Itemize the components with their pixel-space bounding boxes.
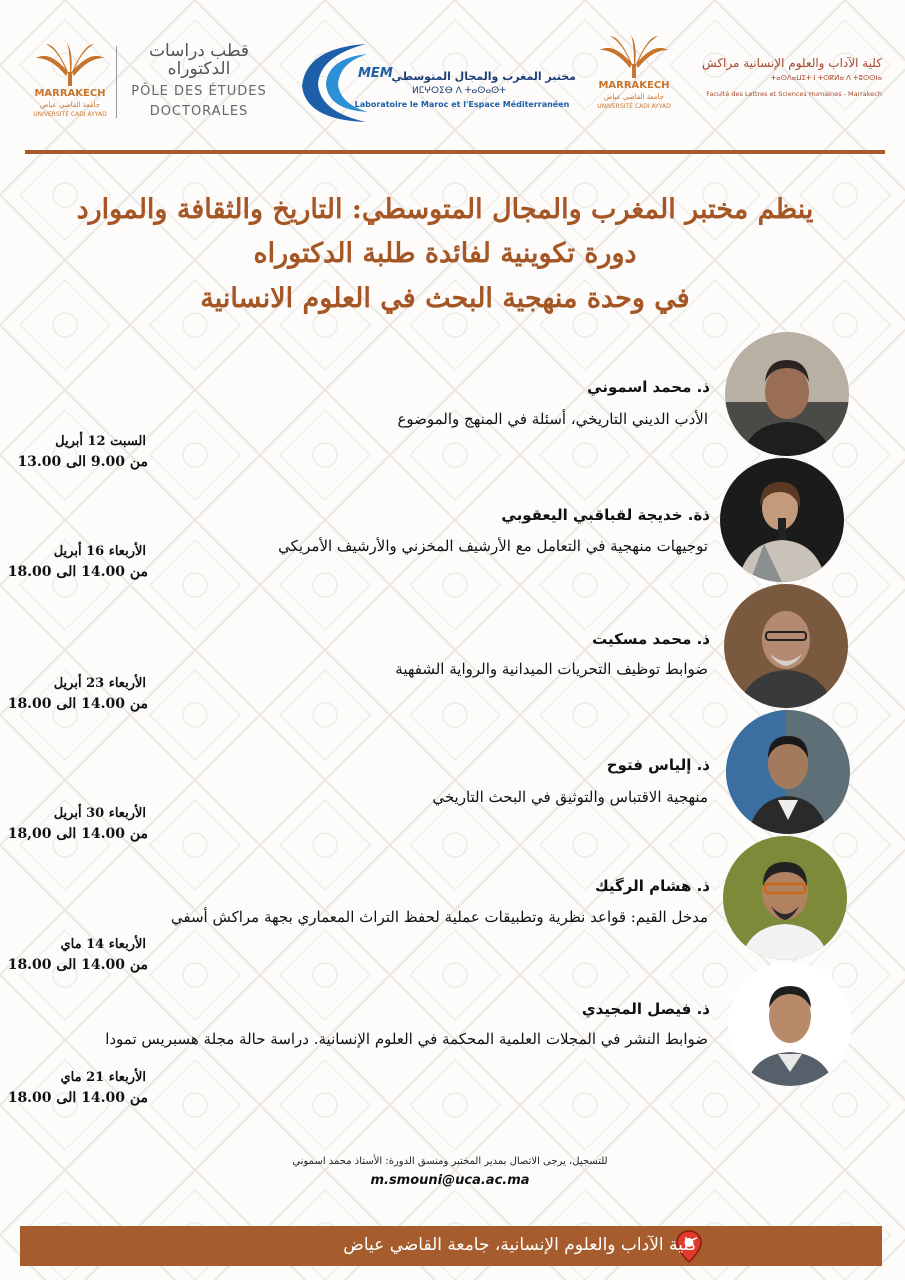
left-logo-univ-fr: UNIVERSITÉ CADI AYYAD — [33, 111, 107, 118]
page-title-line-3: في وحدة منهجية البحث في العلوم الانسانية — [200, 283, 690, 314]
registration-note: للتسجيل، يرجى الاتصال بمدير المختبر ومنسق الدورة: الأستاذ محمد اسموني — [292, 1156, 608, 1167]
session-day-6: الأربعاء 21 ماي — [60, 1070, 146, 1085]
speaker-photo-2 — [720, 458, 844, 582]
speaker-topic-3: ضوابط توظيف التحريات الميدانية والرواية الشفهية — [395, 660, 708, 678]
left-logo-univ-ar: جامعة القاضي عياض — [39, 101, 101, 109]
left-logo-city: MARRAKECH — [34, 88, 106, 99]
mem-swoosh-icon — [296, 40, 406, 126]
page-title-line-1: ينظم مختبر المغرب والمجال المتوسطي: التاريخ والثقافة والموارد — [76, 194, 814, 225]
mem-tifinagh: ⵍⵎⵖⵔⵉⴱ ⴷ ⵜⴰⵙⴰⵙⵜ — [411, 86, 507, 96]
session-time-4: من 14.00 الى 18,00 — [7, 826, 148, 842]
left-logo-arabic: قطب دراسات الدكتوراه — [148, 41, 250, 79]
session-time-1: من 9.00 الى 13.00 — [17, 454, 148, 470]
session-day-1: السبت 12 أبريل — [55, 434, 146, 449]
speaker-name-3: ذ. محمد مسكيت — [592, 630, 710, 648]
mem-french: Laboratoire le Maroc et l'Espace Méditerranéen — [354, 100, 570, 109]
speaker-topic-6: ضوابط النشر في المجلات العلمية المحكمة في العلوم الإنسانية. دراسة حالة مجلة هسبريس تمودا — [105, 1030, 708, 1048]
footer-text: كلية الآداب والعلوم الإنسانية، جامعة القاضي عياض — [343, 1235, 697, 1255]
speaker-topic-2: توجيهات منهجية في التعامل مع الأرشيف المخزني والأرشيف الأمريكي — [278, 537, 708, 555]
speaker-name-5: ذ. هشام الرگيك — [594, 877, 710, 895]
session-time-5: من 14.00 الى 18.00 — [7, 957, 148, 973]
session-day-4: الأربعاء 30 أبريل — [53, 806, 146, 821]
right-logo-tifinagh: ⵜⴰⵙⴷⴰⵡⵉⵜ ⵏ ⵜⵙⴽⵍⴰ ⴷ ⵜⵓⵙⵙⵏⴰ — [770, 74, 882, 82]
speaker-name-4: ذ. إلياس فتوح — [606, 756, 710, 774]
right-logo-city: MARRAKECH — [598, 80, 670, 91]
speaker-photo-4 — [726, 710, 850, 834]
speaker-photo-3 — [724, 584, 848, 708]
session-day-3: الأربعاء 23 أبريل — [53, 676, 146, 691]
mem-lab-logo — [296, 40, 578, 126]
speaker-photo-6 — [728, 962, 852, 1086]
mem-arabic: مختبر المغرب والمجال المتوسطي — [391, 70, 576, 83]
left-logo-french-2: DOCTORALES — [149, 104, 249, 119]
speaker-topic-5: مدخل القيم: قواعد نظرية وتطبيقات عملية لحفظ التراث المعماري بجهة مراكش أسفي — [170, 908, 708, 926]
session-time-2: من 14.00 الى 18.00 — [7, 564, 148, 580]
page-title-line-2: دورة تكوينية لفائدة طلبة الدكتوراه — [253, 238, 637, 269]
registration-email[interactable]: m.smouni@uca.ac.ma — [370, 1173, 530, 1188]
session-time-3: من 14.00 الى 18.00 — [7, 696, 148, 712]
doctoral-studies-logo — [30, 38, 280, 128]
right-logo-arabic: كلية الآداب والعلوم الإنسانية مراكش — [702, 56, 882, 70]
speaker-topic-4: منهجية الاقتباس والتوثيق في البحث التاريخي — [432, 788, 708, 806]
speaker-photo-1 — [725, 332, 849, 456]
left-logo-french-1: PÔLE DES ÉTUDES — [131, 84, 267, 99]
session-time-6: من 14.00 الى 18.00 — [7, 1090, 148, 1106]
right-logo-french: Faculté des Lettres et Sciences Humaines - Marrakech — [706, 90, 882, 98]
footer-bar — [20, 1226, 882, 1266]
right-logo-univ-ar: جامعة القاضي عياض — [603, 93, 665, 101]
mem-abbr: MEM — [358, 66, 393, 81]
speaker-photo-5 — [723, 836, 847, 960]
speaker-name-1: ذ. محمد اسموني — [587, 378, 710, 396]
speaker-name-2: ذة. خديجة لقباقبي اليعقوبي — [501, 506, 710, 524]
faculty-logo — [590, 30, 890, 130]
header-divider — [25, 150, 885, 154]
left-logo-divider — [116, 46, 117, 118]
speaker-name-6: ذ. فيصل المجيدي — [581, 1000, 710, 1018]
speaker-topic-1: الأدب الديني التاريخي، أسئلة في المنهج والموضوع — [397, 410, 708, 428]
session-day-2: الأربعاء 16 أبريل — [53, 544, 146, 559]
right-logo-univ-fr: UNIVERSITÉ CADI AYYAD — [597, 103, 671, 110]
session-day-5: الأربعاء 14 ماي — [60, 937, 146, 952]
